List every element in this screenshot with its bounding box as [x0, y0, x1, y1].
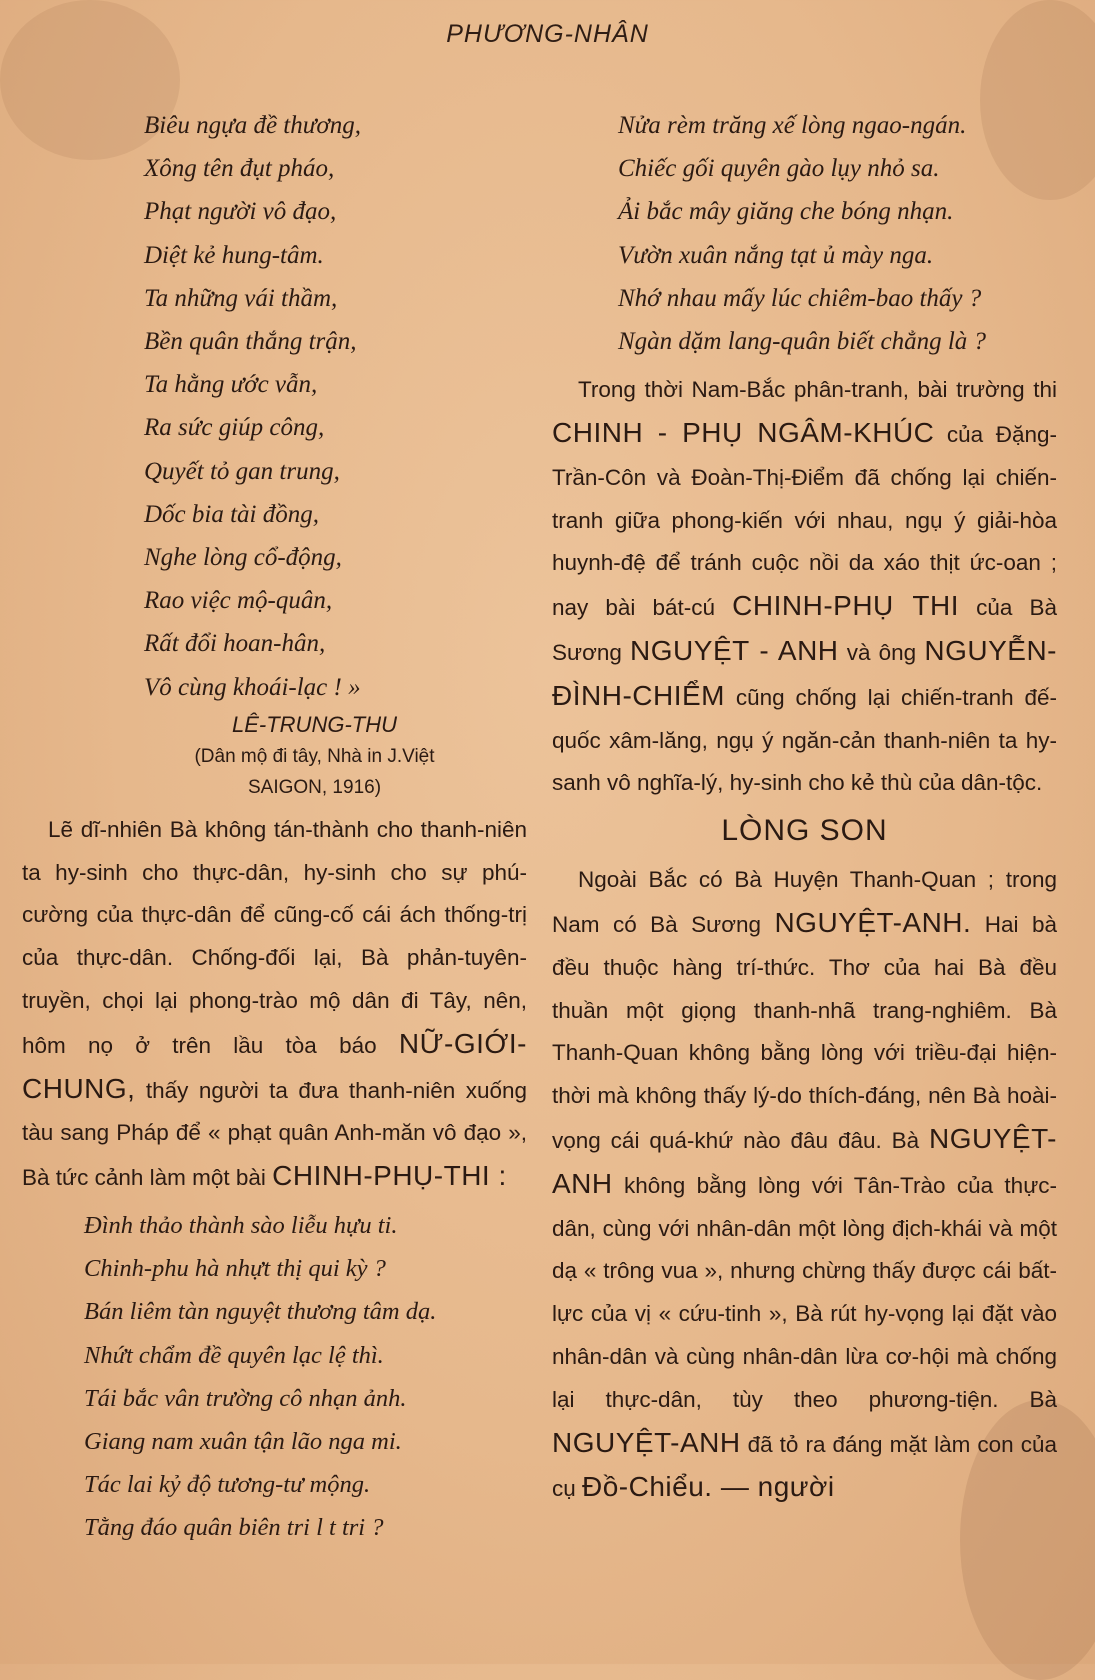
text-run: đã tỏ ra đáng mặt làm con của cụ	[552, 1431, 1057, 1502]
poem-line: Ta hằng ước vẫn,	[144, 371, 318, 399]
poem-line: Vườn xuân nắng tạt ủ mày nga.	[618, 241, 934, 269]
paragraph	[552, 859, 1057, 1511]
poem-line: Bền quân thắng trận,	[144, 328, 357, 356]
poem-line: Biêu ngựa đề thương,	[144, 112, 361, 139]
poem-source-place: SAIGON, 1916)	[247, 776, 382, 798]
paragraph	[552, 369, 1057, 805]
poem-title: CHINH-PHỤ-THI :	[272, 1160, 507, 1192]
poem-line: Phạt người vô đạo,	[144, 198, 337, 226]
text-run: Hai bà đều thuộc hàng trí-thức. Thơ của hai Bà đều thuần một giọng thanh-nhã trang-nghiêm. Bà Thanh-Quan không bằng lòng với triều-đại hiện-thời mà không thấy lý-do thích-đáng, nên Bà hoài-vọng cái quá-khứ nào đâu đâu. Bà	[552, 911, 1057, 1153]
poem-line: Diệt kẻ hung-tâm.	[144, 241, 324, 269]
poem-line: Chiếc gối quyên gào lụy nhỏ sa.	[618, 155, 940, 183]
text-run: thấy người ta đưa thanh-niên xuống tàu sang Pháp để « phạt quân Anh-măn vô đạo », Bà tức cảnh làm một bài	[22, 1077, 527, 1191]
poem-line: Rao việc mộ-quân,	[144, 587, 333, 615]
poem-line: Đình thảo thành sào liễu hựu ti.	[84, 1212, 398, 1240]
poem-line: Ta những vái thầm,	[144, 284, 338, 312]
poem-stanza	[552, 104, 1057, 363]
author-name: NGUYỄN-ĐÌNH-CHIỂM	[552, 635, 1058, 711]
section-heading: LÒNG SON	[721, 814, 888, 848]
author-name: NGUYỆT-ANH	[552, 1426, 741, 1458]
text-run: không bằng lòng với Tân-Trào của thực-dân, cùng với nhân-dân một lòng địch-khái và một dạ « trông vua », nhưng chừng thấy được cái bất-lực của vị « cứu-tinh », Bà rút hy-vọng lại đặt vào nhân-dân và cùng nhân-dân lừa cơ-hội mà chống lại thực-dân, tùy theo phương-tiện. Bà	[552, 1172, 1057, 1412]
right-column	[552, 104, 1057, 1515]
poem-line: Nhớ nhau mấy lúc chiêm-bao thấy ?	[618, 284, 982, 312]
left-column	[22, 104, 527, 1550]
author-name: NGUYỆT-ANH	[552, 1122, 1057, 1199]
poem-line: Vô cùng khoái-lạc ! »	[144, 673, 361, 701]
poem-line: Rất đổi hoan-hân,	[144, 630, 326, 658]
poem-line: Ải bắc mây giăng che bóng nhạn.	[618, 198, 954, 226]
work-title: CHINH-PHỤ THI	[732, 590, 959, 622]
poem-line: Ngàn dặm lang-quân biết chẳng là ?	[618, 328, 987, 356]
poem-line: Tái bắc vân trường cô nhạn ảnh.	[84, 1384, 407, 1412]
poem-line: Ra sức giúp công,	[144, 414, 325, 442]
author-name: NGUYỆT-ANH.	[774, 906, 972, 938]
text-run: của Đặng-Trần-Côn và Đoàn-Thị-Điểm đã chống lại chiến-tranh giữa phong-kiến với nhau, ngụ ý giải-hòa huynh-đệ để tránh cuộc nồi da xáo thịt ức-oan ; nay bài bát-cú	[552, 422, 1057, 621]
poem-line: Bán liêm tàn nguyệt thương tâm dạ.	[84, 1298, 437, 1326]
newspaper-name: NỮ-GIỚI-CHUNG,	[22, 1027, 527, 1104]
text-run: cũng chống lại chiến-tranh đế-quốc xâm-lăng, ngụ ý ngăn-cản thanh-niên ta hy-sanh vô nghĩa-lý, hy-sinh cho kẻ thù của dân-tộc.	[552, 684, 1057, 796]
text-run: Trong thời Nam-Bắc phân-tranh, bài trường thi	[578, 377, 1057, 403]
text-run: Lẽ dĩ-nhiên Bà không tán-thành cho thanh-niên ta hy-sinh cho thực-dân, hy-sinh cho sự phú-cường của thực-dân để cũng-cố cái ách thống-trị của thực-dân. Chống-đối lại, Bà phản-tuyên-truyền, chọi lại phong-trào mộ dân đi Tây, nên, hôm nọ ở trên lầu tòa báo	[22, 816, 527, 1058]
poem-stanza	[22, 1204, 527, 1550]
work-title: CHINH - PHỤ NGÂM-KHÚC	[552, 417, 935, 449]
poem-source: (Dân mộ đi tây, Nhà in J.Việt	[194, 745, 435, 767]
text-run: Ngoài Bắc có Bà Huyện Thanh-Quan ; trong Nam có Bà Sương	[552, 867, 1057, 937]
poem-line: Xông tên đụt pháo,	[144, 155, 335, 183]
poem-line: Nửa rèm trăng xế lòng ngao-ngán.	[618, 112, 967, 139]
poem-line: Chinh-phu hà nhựt thị qui kỳ ?	[84, 1255, 386, 1283]
poem-stanza	[22, 104, 527, 709]
paragraph	[22, 809, 527, 1200]
poem-line: Dốc bia tài đồng,	[144, 500, 319, 528]
poem-line: Nhứt chẩm đề quyên lạc lệ thì.	[84, 1341, 384, 1369]
poem-line: Quyết tỏ gan trung,	[144, 457, 340, 485]
poem-line: Giang nam xuân tận lão nga mi.	[84, 1428, 402, 1456]
text-run: Đồ-Chiểu. — người	[582, 1471, 835, 1503]
poem-line: Tác lai kỷ độ tương-tư mộng.	[84, 1471, 371, 1499]
page-header: PHƯƠNG-NHÂN	[446, 20, 649, 48]
poem-signature: LÊ-TRUNG-THU	[232, 711, 397, 737]
text-run: của Bà Sương	[552, 595, 1058, 665]
poem-line: Nghe lòng cổ-động,	[144, 544, 342, 572]
text-run: và ông	[838, 640, 925, 665]
author-name: NGUYỆT - ANH	[630, 635, 839, 666]
poem-line: Tằng đáo quân biên tri l t tri ?	[84, 1514, 384, 1542]
